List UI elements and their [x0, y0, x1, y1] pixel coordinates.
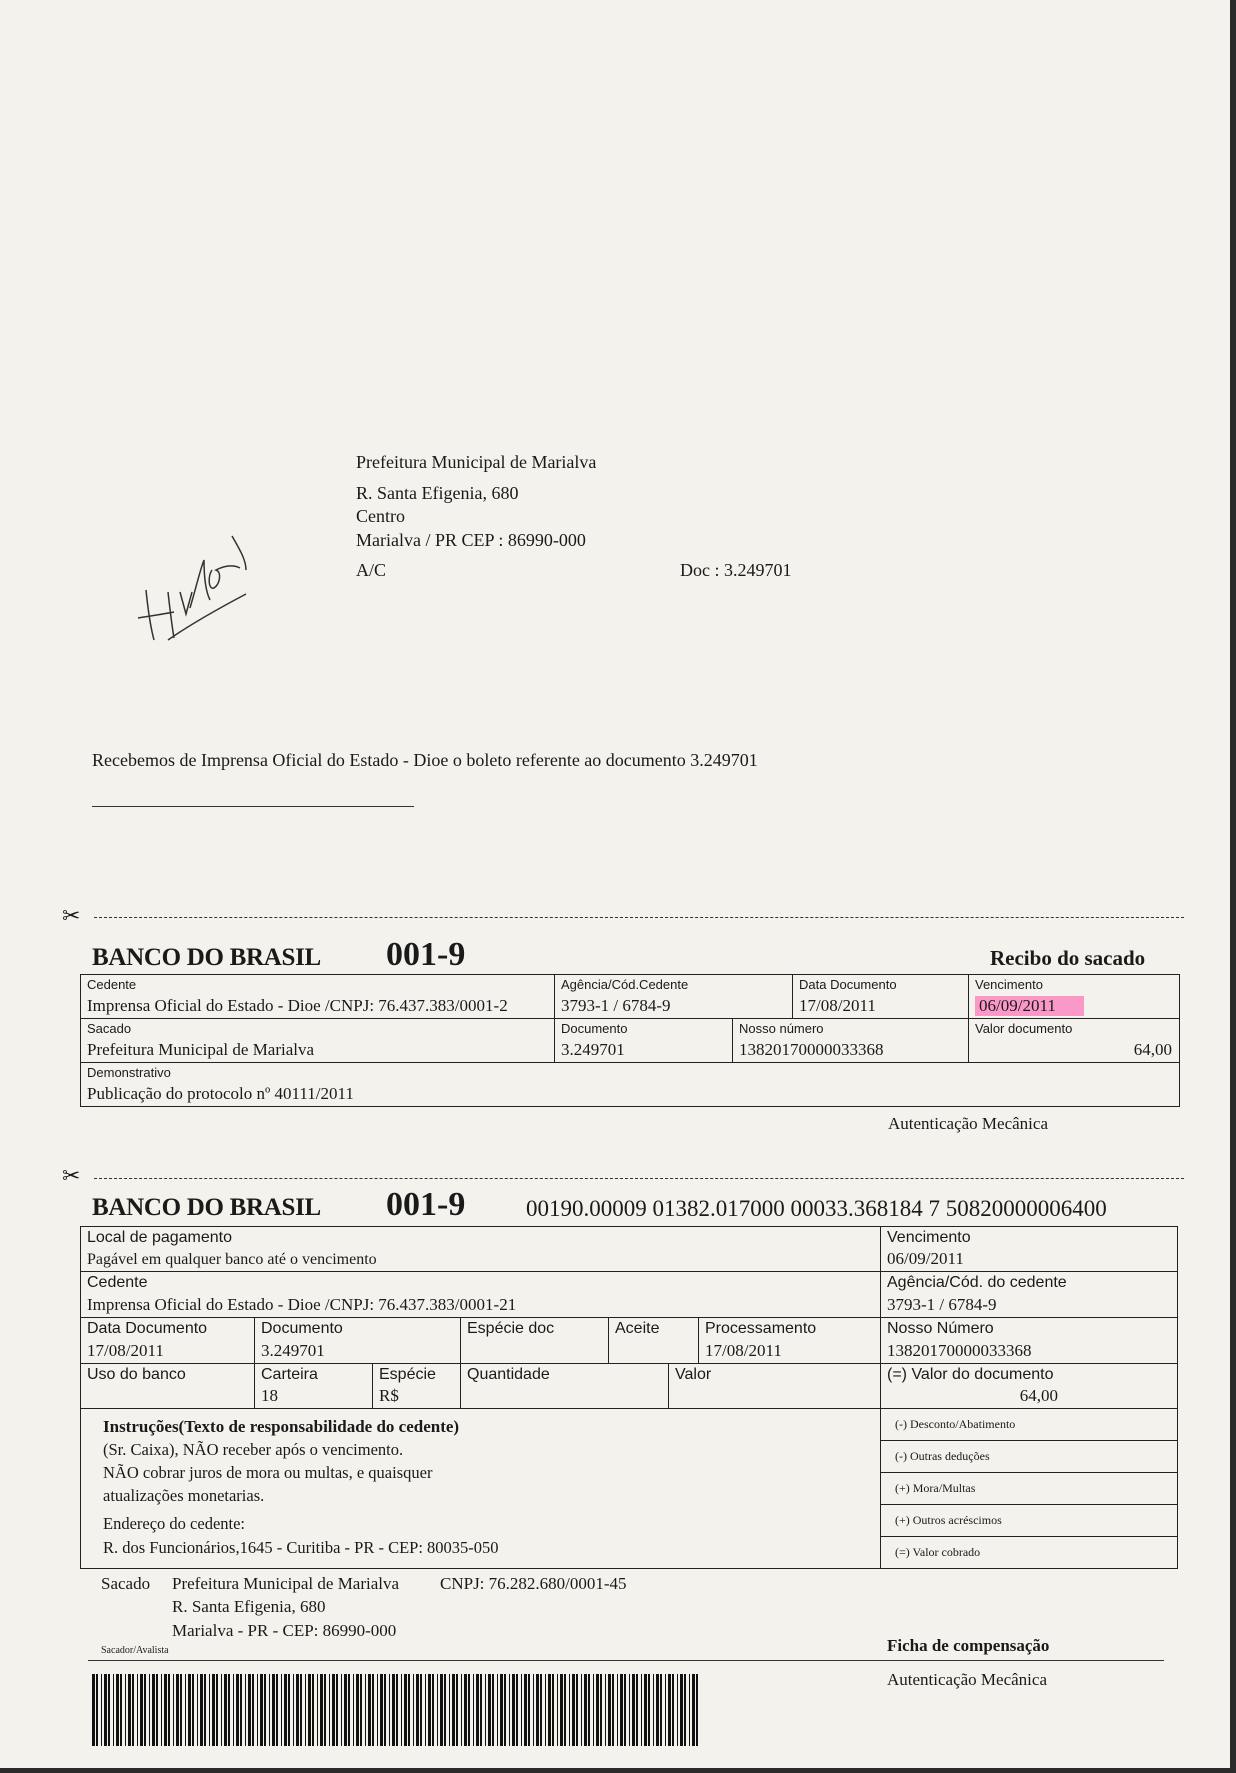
- ficha-data-doc-value: 17/08/2011: [87, 1341, 164, 1360]
- signature-line: [92, 806, 414, 807]
- recibo-table: [80, 974, 1180, 1107]
- recibo-cedente-label: Cedente: [87, 977, 137, 992]
- sacado-city: Marialva - PR - CEP: 86990-000: [172, 1621, 397, 1640]
- ficha-documento-label: Documento: [261, 1320, 343, 1337]
- ficha-agencia-label: Agência/Cód. do cedente: [887, 1274, 1067, 1291]
- ficha-vencimento-label: Vencimento: [887, 1229, 971, 1246]
- ficha-vencimento-cell: [881, 1227, 1178, 1272]
- ficha-outros-acrescimos-cell: [881, 1505, 1178, 1537]
- ficha-nosso-numero-value: 13820170000033368: [887, 1341, 1032, 1360]
- recibo-vencimento-label: Vencimento: [975, 977, 1043, 992]
- recibo-sacado-cell: [81, 1019, 555, 1063]
- recibo-data-doc-cell: [793, 975, 969, 1019]
- recibo-demonstrativo-cell: [81, 1063, 1180, 1106]
- header-district: Centro: [356, 506, 405, 526]
- scissors-icon: ✂: [62, 1164, 81, 1189]
- recibo-data-doc-value: 17/08/2011: [799, 996, 876, 1015]
- outros-acrescimos-label: (+) Outros acréscimos: [895, 1513, 1002, 1527]
- ficha-processamento-label: Processamento: [705, 1320, 817, 1337]
- instrucoes-line: (Sr. Caixa), NÃO receber após o vencimento.: [103, 1440, 404, 1459]
- recibo-valor-label: Valor documento: [975, 1021, 1073, 1036]
- ficha-uso-banco-cell: [81, 1364, 255, 1409]
- recibo-vencimento-cell: [969, 975, 1180, 1019]
- ficha-valor-cobrado-cell: [881, 1537, 1178, 1568]
- ficha-carteira-value: 18: [261, 1386, 278, 1405]
- recibo-data-doc-label: Data Documento: [799, 977, 897, 992]
- sacador-label: Sacador/Avalista: [101, 1645, 169, 1656]
- recibo-valor-value: 64,00: [1133, 1040, 1172, 1059]
- ficha-especie-cell: [373, 1364, 461, 1409]
- ficha-aceite-label: Aceite: [615, 1320, 660, 1337]
- linha-digitavel: 00190.00009 01382.017000 00033.368184 7 50820000006400: [526, 1196, 1107, 1221]
- instrucoes-line: atualizações monetarias.: [103, 1486, 265, 1505]
- ficha-cedente-cell: [81, 1272, 881, 1318]
- cut-line: [94, 1178, 1184, 1179]
- ficha-title: Ficha de compensação: [887, 1636, 1050, 1655]
- ficha-aceite-cell: [609, 1318, 699, 1364]
- ficha-documento-value: 3.249701: [261, 1341, 325, 1360]
- scan-edge-bottom: [0, 1768, 1236, 1773]
- mora-label: (+) Mora/Multas: [895, 1481, 976, 1495]
- ficha-valor-doc-label: (=) Valor do documento: [887, 1366, 1054, 1383]
- ficha-cedente-label: Cedente: [87, 1274, 148, 1291]
- recibo-documento-label: Documento: [561, 1021, 628, 1036]
- ficha-valor-doc-value: 64,00: [1019, 1386, 1058, 1405]
- ficha-table: [80, 1226, 1178, 1569]
- recibo-nosso-numero-label: Nosso número: [739, 1021, 824, 1036]
- ficha-bank-name: BANCO DO BRASIL: [92, 1194, 321, 1221]
- header-attention: A/C: [356, 560, 387, 580]
- recibo-cedente-cell: [81, 975, 555, 1019]
- ficha-valor-label: Valor: [675, 1366, 712, 1383]
- ficha-local-cell: [81, 1227, 881, 1272]
- desconto-label: (-) Desconto/Abatimento: [895, 1417, 1016, 1431]
- recibo-documento-cell: [555, 1019, 733, 1063]
- sacado-cnpj: CNPJ: 76.282.680/0001-45: [440, 1574, 627, 1593]
- ficha-bottom-line: [88, 1660, 1164, 1661]
- recibo-demonstrativo-value: Publicação do protocolo nº 40111/2011: [87, 1084, 354, 1103]
- sacado-label: Sacado: [101, 1574, 151, 1593]
- ficha-desconto-cell: [881, 1409, 1178, 1441]
- ficha-outras-deducoes-cell: [881, 1441, 1178, 1473]
- recibo-cedente-value: Imprensa Oficial do Estado - Dioe /CNPJ: 76.437.383/0001-2: [87, 996, 508, 1015]
- recibo-sacado-value: Prefeitura Municipal de Marialva: [87, 1040, 315, 1059]
- endereco-label: Endereço do cedente:: [103, 1514, 246, 1533]
- recibo-documento-value: 3.249701: [561, 1040, 625, 1059]
- recibo-nosso-numero-value: 13820170000033368: [739, 1040, 884, 1059]
- ficha-uso-banco-label: Uso do banco: [87, 1366, 186, 1383]
- ficha-processamento-cell: [699, 1318, 881, 1364]
- instrucoes-title: Instruções(Texto de responsabilidade do cedente): [103, 1417, 460, 1436]
- outras-deducoes-label: (-) Outras deduções: [895, 1449, 990, 1463]
- ficha-local-value: Pagável em qualquer banco até o vencimento: [87, 1251, 377, 1268]
- valor-cobrado-label: (=) Valor cobrado: [895, 1545, 981, 1559]
- receipt-text: Recebemos de Imprensa Oficial do Estado - Dioe o boleto referente ao documento 3.249701: [92, 750, 758, 770]
- sacado-name: Prefeitura Municipal de Marialva: [172, 1574, 400, 1593]
- ficha-documento-cell: [255, 1318, 461, 1364]
- ficha-quantidade-cell: [461, 1364, 669, 1409]
- ficha-autenticacao: Autenticação Mecânica: [887, 1670, 1047, 1689]
- handwritten-signature: [128, 530, 258, 645]
- ficha-data-doc-label: Data Documento: [87, 1320, 208, 1337]
- ficha-data-doc-cell: [81, 1318, 255, 1364]
- ficha-especie-doc-label: Espécie doc: [467, 1320, 555, 1337]
- recibo-vencimento-value: 06/09/2011: [975, 996, 1084, 1016]
- ficha-bank-code: 001-9: [386, 1186, 466, 1223]
- ficha-processamento-value: 17/08/2011: [705, 1341, 782, 1360]
- barcode: [92, 1674, 700, 1746]
- recibo-sacado-label: Sacado: [87, 1021, 132, 1036]
- header-city: Marialva / PR CEP : 86990-000: [356, 530, 586, 550]
- ficha-agencia-value: 3793-1 / 6784-9: [887, 1295, 997, 1314]
- ficha-quantidade-label: Quantidade: [467, 1366, 550, 1383]
- header-doc: Doc : 3.249701: [680, 560, 792, 580]
- scissors-icon: ✂: [62, 904, 81, 929]
- recibo-agencia-value: 3793-1 / 6784-9: [561, 996, 671, 1015]
- ficha-cedente-value: Imprensa Oficial do Estado - Dioe /CNPJ: 76.437.383/0001-21: [87, 1295, 517, 1314]
- endereco-value: R. dos Funcionários,1645 - Curitiba - PR - CEP: 80035-050: [103, 1538, 499, 1557]
- recibo-bank-name: BANCO DO BRASIL: [92, 944, 321, 971]
- ficha-carteira-label: Carteira: [261, 1366, 318, 1383]
- ficha-especie-value: R$: [379, 1386, 399, 1405]
- sacado-street: R. Santa Efigenia, 680: [172, 1597, 326, 1616]
- recibo-agencia-cell: [555, 975, 793, 1019]
- scan-edge-right: [1230, 0, 1236, 1773]
- ficha-nosso-numero-label: Nosso Número: [887, 1320, 994, 1337]
- cut-line: [94, 917, 1184, 918]
- ficha-agencia-cell: [881, 1272, 1178, 1318]
- recibo-nosso-numero-cell: [733, 1019, 969, 1063]
- recibo-valor-cell: [969, 1019, 1180, 1063]
- recibo-autenticacao: Autenticação Mecânica: [888, 1114, 1048, 1133]
- instrucoes-line: NÃO cobrar juros de mora ou multas, e quaisquer: [103, 1463, 433, 1482]
- ficha-valor-cell: [669, 1364, 881, 1409]
- ficha-especie-label: Espécie: [379, 1366, 436, 1383]
- recibo-agencia-label: Agência/Cód.Cedente: [561, 977, 689, 992]
- header-name: Prefeitura Municipal de Marialva: [356, 452, 597, 472]
- ficha-carteira-cell: [255, 1364, 373, 1409]
- recibo-title: Recibo do sacado: [990, 946, 1146, 970]
- ficha-vencimento-value: 06/09/2011: [887, 1249, 964, 1268]
- ficha-mora-cell: [881, 1473, 1178, 1505]
- ficha-local-label: Local de pagamento: [87, 1229, 232, 1246]
- ficha-instrucoes-cell: [81, 1409, 881, 1568]
- recibo-demonstrativo-label: Demonstrativo: [87, 1065, 171, 1080]
- ficha-especie-doc-cell: [461, 1318, 609, 1364]
- ficha-valor-doc-cell: [881, 1364, 1178, 1409]
- ficha-nosso-numero-cell: [881, 1318, 1178, 1364]
- recibo-bank-code: 001-9: [386, 936, 466, 973]
- header-street: R. Santa Efigenia, 680: [356, 483, 519, 503]
